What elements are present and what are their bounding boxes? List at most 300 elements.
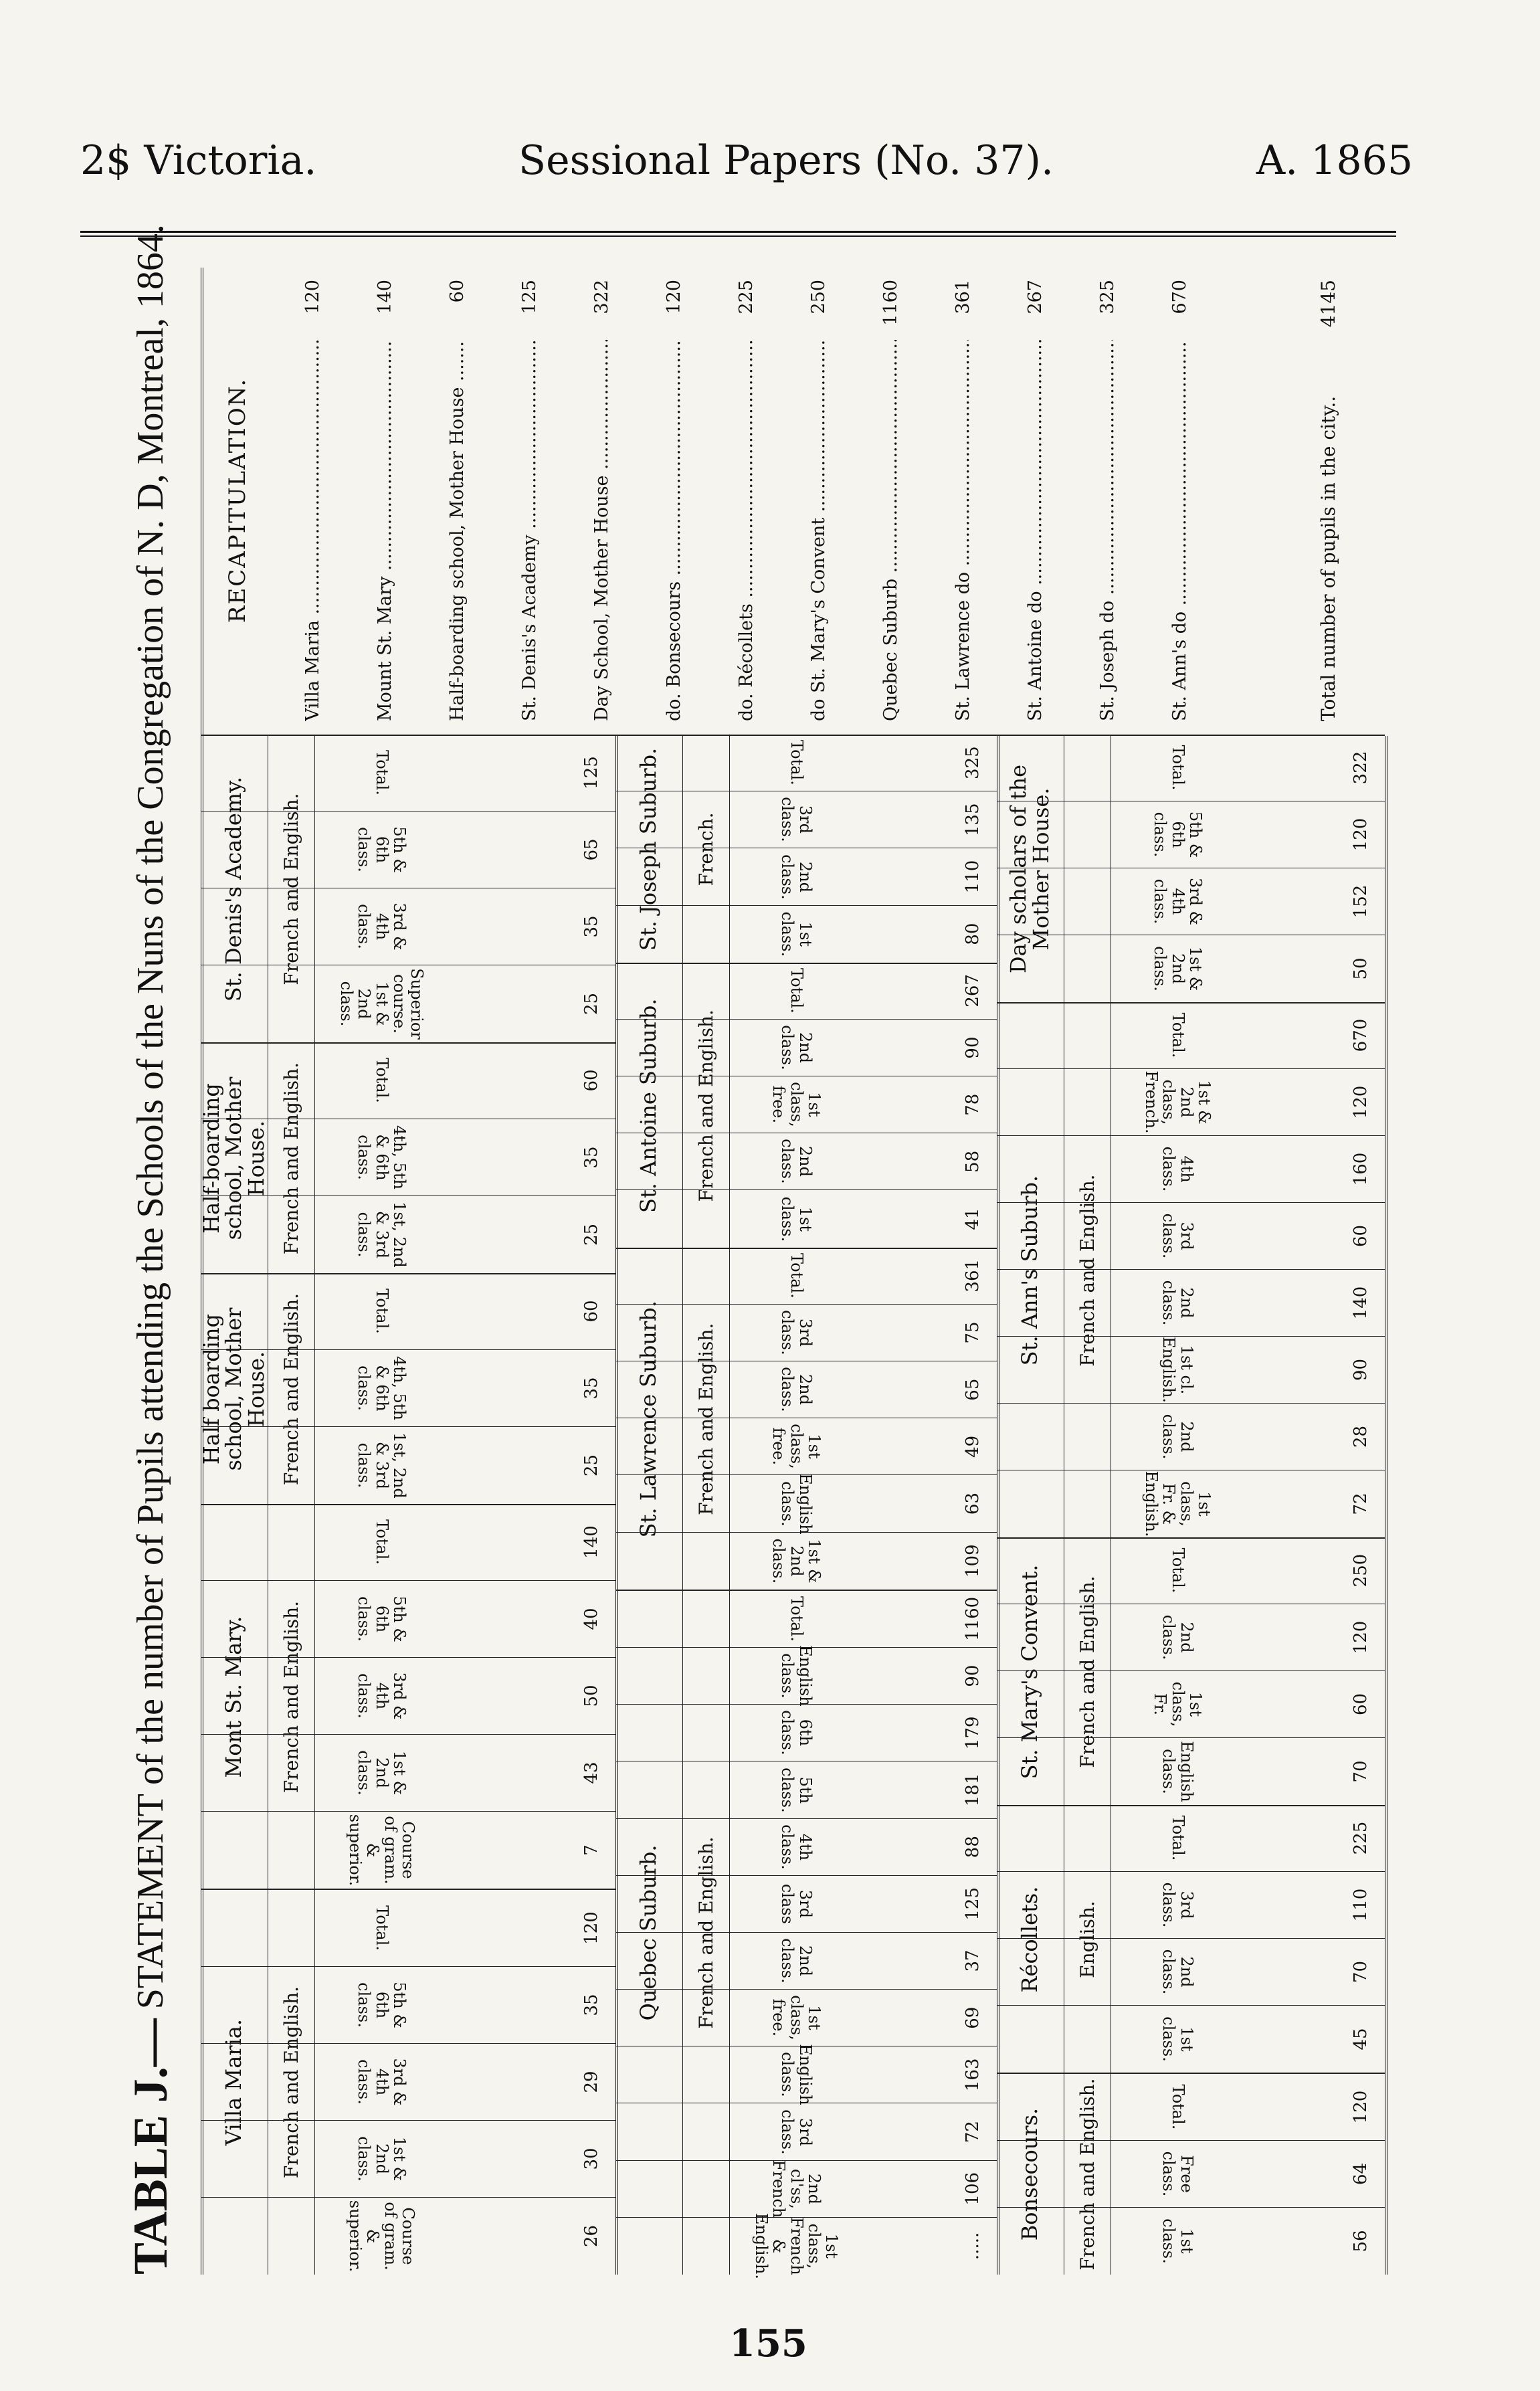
school-block xyxy=(615,1249,997,1591)
class-column xyxy=(615,735,997,791)
language-heading: French and English. xyxy=(1064,1539,1111,1805)
pupil-count: 35 xyxy=(581,915,601,938)
class-label: 1st & 2nd class. xyxy=(729,1533,863,1590)
school-name: St. Denis's Academy. xyxy=(201,736,268,1042)
class-column xyxy=(615,2103,997,2160)
recap-school: St. Lawrence do ..... xyxy=(953,340,973,721)
recap-school: Mount St. Mary ..... xyxy=(375,340,395,721)
class-label: 3rd class. xyxy=(1111,1203,1244,1269)
pupil-count: 35 xyxy=(581,1146,601,1169)
school-block xyxy=(198,1044,615,1274)
pupil-count: 50 xyxy=(581,1685,601,1707)
school-name: Half-boarding school, Mother House. xyxy=(201,1044,268,1273)
class-label: English class. xyxy=(729,1475,863,1531)
pupil-count: 106 xyxy=(963,2172,983,2206)
pupil-count: 60 xyxy=(581,1300,601,1323)
class-column xyxy=(615,1591,997,1648)
class-column xyxy=(615,963,997,1020)
pupil-count: 90 xyxy=(1351,1358,1371,1381)
pupil-count: 250 xyxy=(1351,1553,1371,1588)
recap-row xyxy=(1155,280,1204,721)
class-label: 2nd class. xyxy=(729,1361,863,1418)
class-label: 5th & 6th class. xyxy=(314,1967,448,2043)
pupil-count: 35 xyxy=(581,1377,601,1400)
class-label: 4th, 5th & 6th class. xyxy=(314,1350,448,1426)
recap-school: do. Récollets ..... xyxy=(736,340,757,721)
class-column xyxy=(997,1002,1385,1069)
class-label: 2nd class. xyxy=(729,1020,863,1076)
class-column xyxy=(201,1042,615,1119)
pupil-count: 670 xyxy=(1351,1018,1371,1052)
school-block xyxy=(997,2074,1385,2275)
class-label: 1st, 2nd & 3rd class. xyxy=(314,1196,448,1273)
pupil-count: 72 xyxy=(963,2121,983,2143)
class-label: Total. xyxy=(1111,1805,1244,1871)
recap-count: 225 xyxy=(735,280,757,314)
class-column xyxy=(997,1136,1385,1203)
table-title-text: STATEMENT of the number of Pupils attending the Schools of the Nuns of the Congregation of N. D, Montreal, 1864. xyxy=(130,224,171,2010)
class-column xyxy=(997,868,1385,935)
language-heading: French and English. xyxy=(1064,2074,1111,2275)
class-column xyxy=(201,965,615,1042)
pupil-count: 75 xyxy=(963,1321,983,1344)
school-name: St. Lawrence Suburb. xyxy=(615,1249,683,1590)
class-column xyxy=(615,2044,997,2106)
class-column xyxy=(615,1248,997,1305)
recap-row xyxy=(1010,280,1060,721)
pupil-count: 120 xyxy=(1351,2090,1371,2124)
header-volume: 2$ Victoria. xyxy=(80,137,317,184)
class-label: Total. xyxy=(1111,1537,1244,1604)
class-label: Total. xyxy=(1111,2074,1244,2140)
header-rule xyxy=(80,231,1396,233)
pupil-count: 37 xyxy=(963,1949,983,1972)
header-rule-thin xyxy=(80,235,1396,237)
class-label: Total. xyxy=(729,963,863,1019)
class-label: Total. xyxy=(729,1248,863,1304)
class-label: 1st & 2nd class, French. xyxy=(1111,1069,1244,1135)
pupil-count: 163 xyxy=(963,2058,983,2092)
school-block xyxy=(997,736,1385,1003)
pupil-count: 65 xyxy=(963,1378,983,1401)
recap-count: 125 xyxy=(518,280,540,314)
pupil-count: 58 xyxy=(963,1150,983,1173)
class-column xyxy=(201,1273,615,1350)
class-label: 2nd class. xyxy=(729,1933,863,1989)
class-column xyxy=(997,1470,1385,1537)
class-column xyxy=(615,1472,997,1535)
class-label: 1st & 2nd class. xyxy=(1111,935,1244,1002)
header-year: A. 1865 xyxy=(1256,137,1413,184)
pupil-count: 110 xyxy=(1351,1888,1371,1922)
language-heading: English. xyxy=(1064,1806,1111,2073)
class-label: 2nd class. xyxy=(729,848,863,904)
class-label: 1st class, free. xyxy=(729,1418,863,1474)
class-column xyxy=(615,1191,997,1248)
recap-school: St. Joseph do ..... xyxy=(1097,340,1118,721)
class-column xyxy=(615,1020,997,1076)
recapitulation xyxy=(201,266,1385,736)
class-label: Total. xyxy=(314,1890,448,1966)
pupil-count: 120 xyxy=(1351,818,1371,852)
class-column xyxy=(615,1819,997,1876)
pupil-count: 29 xyxy=(581,2071,601,2093)
class-label: 5th & 6th class. xyxy=(314,811,448,888)
language-heading: French and English. xyxy=(268,1505,315,1889)
recap-school: Villa Maria ..... xyxy=(302,340,323,721)
pupil-count: 140 xyxy=(581,1525,601,1559)
class-label: 1st class. xyxy=(1111,2006,1244,2073)
pupil-count: 125 xyxy=(963,1887,983,1921)
recap-row xyxy=(649,280,698,721)
pupil-count: 26 xyxy=(581,2224,601,2248)
school-name: Day scholars of the Mother House. xyxy=(997,736,1064,1002)
pupil-count: 40 xyxy=(581,1608,601,1630)
class-label: Total. xyxy=(314,1273,448,1349)
pupil-count: 325 xyxy=(963,746,983,779)
recap-count: 120 xyxy=(302,280,323,314)
pupil-count: 60 xyxy=(1351,1224,1371,1248)
class-label: English class. xyxy=(1111,1738,1244,1805)
class-label: 3rd class. xyxy=(1111,1872,1244,1938)
recap-row xyxy=(938,280,987,721)
school-name: Récollets. xyxy=(997,1806,1064,2073)
rotated-table xyxy=(100,224,1385,2279)
language-heading: French and English. xyxy=(268,1044,315,1273)
class-label: 1st class. xyxy=(1111,2208,1244,2275)
pupil-count: 1160 xyxy=(963,1596,983,1641)
class-column xyxy=(201,1427,615,1504)
class-column xyxy=(615,1933,997,1990)
class-label: Total. xyxy=(314,1504,448,1580)
school-name: Mont St. Mary. xyxy=(201,1505,268,1889)
class-label: 5th class. xyxy=(729,1761,863,1818)
class-label: 5th & 6th class. xyxy=(1111,801,1244,868)
class-column xyxy=(201,811,615,888)
recap-total-value: 4145 xyxy=(1317,280,1339,328)
school-block xyxy=(997,1806,1385,2074)
recap-school: St. Antoine do ..... xyxy=(1025,340,1046,721)
pupil-count: 140 xyxy=(1351,1286,1371,1320)
class-column xyxy=(997,1939,1385,2006)
class-column xyxy=(997,1872,1385,1939)
recap-school: Day School, Mother House ..... xyxy=(591,340,612,721)
pupil-count: 69 xyxy=(963,2006,983,2029)
class-label: 3rd & 4th class. xyxy=(314,1658,448,1734)
page-number: 155 xyxy=(729,2321,807,2366)
language-heading: French and English. xyxy=(682,1591,730,2275)
school-block xyxy=(201,736,615,1044)
class-column xyxy=(615,1418,997,1475)
pupil-count: 45 xyxy=(1351,2028,1371,2050)
pupil-count: ..... xyxy=(963,2232,983,2261)
class-label: 3rd & 4th class. xyxy=(1111,868,1244,935)
class-column xyxy=(615,791,997,848)
class-label: 1st cl. English. xyxy=(1111,1337,1244,1403)
class-label: 3rd & 4th class. xyxy=(314,2044,448,2120)
class-column xyxy=(615,1705,997,1761)
recap-count: 322 xyxy=(591,280,612,314)
pupil-count: 30 xyxy=(581,2147,601,2170)
class-column xyxy=(615,1361,997,1418)
pupil-count: 110 xyxy=(963,860,983,894)
school-block xyxy=(997,1539,1385,1806)
table-title-lead: TABLE J.— xyxy=(123,2018,177,2275)
class-label: Course of gram. & superior. xyxy=(314,1812,448,1889)
class-label: 1st, 2nd & 3rd class. xyxy=(314,1427,448,1504)
pupil-count: 63 xyxy=(963,1492,983,1515)
class-label: 3rd class xyxy=(729,1876,863,1932)
class-column xyxy=(997,935,1385,1002)
class-label: Total. xyxy=(314,735,448,811)
school-block xyxy=(615,736,997,964)
band-2 xyxy=(615,736,999,2279)
class-label: 2nd class. xyxy=(1111,1939,1244,2005)
language-heading: French. xyxy=(682,736,730,963)
pupil-count: 152 xyxy=(1351,884,1371,919)
class-label: Total. xyxy=(729,735,863,791)
class-label: Total. xyxy=(1111,1002,1244,1068)
recap-row xyxy=(721,280,771,721)
recap-row xyxy=(793,280,843,721)
band-3 xyxy=(997,736,1387,2275)
class-column xyxy=(997,2006,1385,2073)
class-column xyxy=(201,1581,615,1658)
table-title xyxy=(100,224,203,2275)
pupil-count: 25 xyxy=(581,1454,601,1477)
class-column xyxy=(615,1761,997,1818)
recap-row xyxy=(288,280,337,721)
language-heading: French and English. xyxy=(1064,1003,1111,1537)
class-label: 2nd cl'ss, French xyxy=(729,2161,863,2217)
class-column xyxy=(615,1645,997,1707)
pupil-count: 120 xyxy=(1351,1085,1371,1119)
class-column xyxy=(615,1076,997,1133)
class-column xyxy=(997,2141,1385,2208)
school-name: St. Joseph Suburb. xyxy=(615,736,683,963)
school-name: St. Mary's Convent. xyxy=(997,1539,1064,1805)
class-column xyxy=(615,1533,997,1590)
pupil-count: 7 xyxy=(581,1844,601,1856)
pupil-count: 90 xyxy=(963,1036,983,1059)
pupil-count: 70 xyxy=(1351,1960,1371,1984)
class-column xyxy=(615,906,997,963)
class-label: Course of gram. & superior. xyxy=(314,2198,448,2275)
pupil-count: 181 xyxy=(963,1773,983,1807)
class-column xyxy=(615,1876,997,1933)
recap-count: 267 xyxy=(1024,280,1046,314)
pupil-count: 60 xyxy=(1351,1693,1371,1716)
class-label: 1st class, Fr. & English. xyxy=(1111,1470,1244,1537)
pupil-count: 60 xyxy=(581,1069,601,1092)
recap-row xyxy=(360,280,409,721)
class-label: 2nd class. xyxy=(1111,1270,1244,1336)
recap-row xyxy=(432,280,482,721)
class-label: 1st class. xyxy=(729,906,863,963)
school-name: Quebec Suburb. xyxy=(615,1591,683,2275)
recap-heading: RECAPITULATION. xyxy=(224,377,251,624)
pupil-count: 80 xyxy=(963,923,983,945)
class-column xyxy=(201,2044,615,2121)
pupil-count: 70 xyxy=(1351,1760,1371,1783)
recap-count: 361 xyxy=(952,280,973,314)
pupil-count: 267 xyxy=(963,974,983,1008)
class-label: 3rd class. xyxy=(729,1305,863,1361)
language-heading: French and English. xyxy=(682,1249,730,1590)
recap-count: 1160 xyxy=(880,280,901,326)
pupil-count: 64 xyxy=(1351,2162,1371,2186)
class-label: Free class. xyxy=(1111,2141,1244,2207)
class-label: 2nd class. xyxy=(1111,1404,1244,1470)
school-block xyxy=(615,964,997,1249)
recap-school: St. Denis's Academy ..... xyxy=(519,340,540,721)
recap-row xyxy=(577,280,626,721)
class-column xyxy=(201,1735,615,1812)
class-label: 6th class. xyxy=(729,1705,863,1761)
pupil-count: 179 xyxy=(963,1716,983,1750)
recap-school: do. Bonsecours ..... xyxy=(664,340,684,721)
pupil-count: 28 xyxy=(1351,1425,1371,1448)
pupil-count: 65 xyxy=(581,838,601,861)
class-column xyxy=(997,2074,1385,2141)
pupil-count: 160 xyxy=(1351,1152,1371,1186)
pupil-count: 225 xyxy=(1351,1821,1371,1855)
pupil-count: 78 xyxy=(963,1093,983,1116)
pupil-count: 56 xyxy=(1351,2230,1371,2253)
pupil-count: 72 xyxy=(1351,1493,1371,1515)
class-label: English class. xyxy=(729,2046,863,2103)
class-label: 3rd class. xyxy=(729,2103,863,2160)
recap-school: do St. Mary's Convent ..... xyxy=(808,340,829,721)
class-column xyxy=(615,1305,997,1361)
pupil-count: 41 xyxy=(963,1208,983,1230)
recap-count: 60 xyxy=(446,280,468,303)
class-column xyxy=(997,1337,1385,1404)
class-column xyxy=(201,1504,615,1581)
recap-row xyxy=(1082,280,1132,721)
class-column xyxy=(615,848,997,905)
class-column xyxy=(615,1990,997,2046)
class-column xyxy=(997,1270,1385,1337)
recap-count: 670 xyxy=(1169,280,1190,314)
class-label: 1st class. xyxy=(729,1191,863,1248)
recap-school: St. Ann's do ..... xyxy=(1169,340,1190,721)
recap-count: 140 xyxy=(374,280,395,314)
class-column xyxy=(997,1738,1385,1805)
class-column xyxy=(997,1404,1385,1470)
class-label: 4th class. xyxy=(1111,1136,1244,1202)
class-column xyxy=(997,801,1385,868)
class-column xyxy=(201,1658,615,1735)
class-column xyxy=(997,1537,1385,1604)
school-name: St. Ann's Suburb. xyxy=(997,1003,1064,1537)
recap-school: Half-boarding school, Mother House ..... xyxy=(447,340,468,721)
class-label: 2nd class. xyxy=(729,1133,863,1189)
class-label: 5th & 6th class. xyxy=(314,1581,448,1657)
class-column xyxy=(997,1805,1385,1872)
school-block xyxy=(997,1003,1385,1539)
school-block xyxy=(198,1274,615,1505)
class-column xyxy=(615,2212,997,2279)
class-column xyxy=(201,2121,615,2198)
class-column xyxy=(997,735,1385,801)
recap-count: 120 xyxy=(663,280,684,314)
class-column xyxy=(615,2161,997,2218)
class-label: Total. xyxy=(314,1042,448,1119)
class-column xyxy=(201,735,615,811)
pupil-count: 35 xyxy=(581,1994,601,2016)
recap-total xyxy=(1298,280,1358,721)
class-column xyxy=(997,1604,1385,1671)
class-column xyxy=(615,1133,997,1190)
class-column xyxy=(997,1671,1385,1738)
class-column xyxy=(997,1203,1385,1270)
class-label: 3rd class. xyxy=(729,791,863,848)
class-label: 1st class, free. xyxy=(729,1076,863,1133)
recap-row xyxy=(504,280,554,721)
class-label: 1st & 2nd class. xyxy=(314,2121,448,2197)
class-column xyxy=(201,1812,615,1889)
school-name: St. Antoine Suburb. xyxy=(615,964,683,1248)
school-block xyxy=(201,1505,615,1890)
pupil-count: 361 xyxy=(963,1258,983,1293)
school-block xyxy=(615,1591,997,2279)
class-column xyxy=(201,888,615,965)
pupil-count: 322 xyxy=(1351,751,1371,785)
class-label: Total. xyxy=(729,1591,863,1647)
class-column xyxy=(201,1350,615,1427)
class-label: 1st class, French & English. xyxy=(729,2218,863,2275)
school-block xyxy=(201,1890,615,2275)
language-heading: French and English. xyxy=(268,736,315,1042)
class-label: 1st class, Fr. xyxy=(1111,1671,1244,1737)
pupil-count: 50 xyxy=(1351,957,1371,980)
class-label: 4th class. xyxy=(729,1819,863,1875)
class-label: 1st & 2nd class. xyxy=(314,1735,448,1811)
class-column xyxy=(201,1890,615,1967)
pupil-count: 125 xyxy=(581,756,601,789)
recap-count: 325 xyxy=(1096,280,1118,314)
language-heading: French and English. xyxy=(268,1274,315,1504)
pupil-count: 88 xyxy=(963,1836,983,1858)
class-label: English class. xyxy=(729,1648,863,1704)
pupil-count: 135 xyxy=(963,803,983,837)
class-label: 4th, 5th & 6th class. xyxy=(314,1119,448,1196)
language-heading: French and English. xyxy=(268,1890,315,2275)
band-1 xyxy=(198,736,618,2275)
recap-school: Quebec Suburb ..... xyxy=(880,340,901,721)
class-column xyxy=(201,1196,615,1273)
school-name: Bonsecours. xyxy=(997,2074,1064,2275)
pupil-count: 109 xyxy=(963,1544,983,1578)
pupil-count: 43 xyxy=(581,1761,601,1784)
pupil-count: 120 xyxy=(581,1911,601,1945)
school-name: Half boarding school, Mother House. xyxy=(201,1274,268,1504)
school-name: Villa Maria. xyxy=(201,1890,268,2275)
header-title: Sessional Papers (No. 37). xyxy=(518,137,1054,184)
class-column xyxy=(201,1967,615,2044)
class-column xyxy=(201,2198,615,2275)
pupil-count: 25 xyxy=(581,992,601,1016)
recap-row xyxy=(866,280,915,721)
language-heading: French and English. xyxy=(682,964,730,1248)
class-column xyxy=(997,1069,1385,1136)
pupil-count: 120 xyxy=(1351,1620,1371,1654)
pupil-count: 25 xyxy=(581,1223,601,1246)
class-label: Total. xyxy=(1111,735,1244,801)
class-label: 3rd & 4th class. xyxy=(314,888,448,965)
class-label: 2nd class. xyxy=(1111,1604,1244,1670)
